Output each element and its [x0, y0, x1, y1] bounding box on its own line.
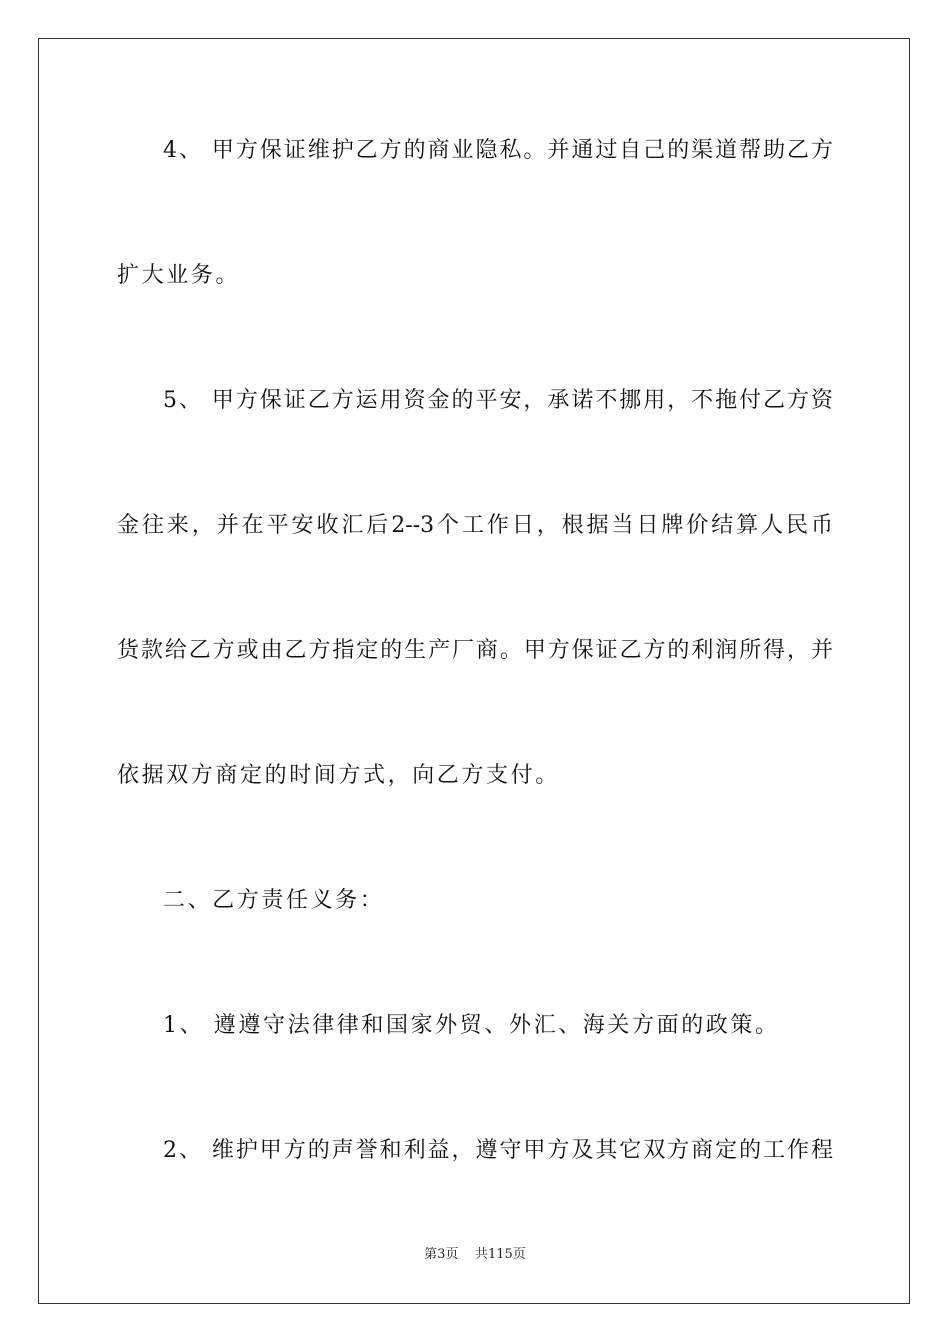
paragraph-line-6: 依据双方商定的时间方式，向乙方支付。 — [117, 763, 560, 788]
paragraph-line-1: 4、 甲方保证维护乙方的商业隐私。并通过自己的渠道帮助乙方 — [163, 138, 833, 163]
footer-total-pages: 115 — [488, 1247, 513, 1262]
footer-total-prefix: 共 — [474, 1247, 488, 1262]
paragraph-line-9: 2、 维护甲方的声誉和利益，遵守甲方及其它双方商定的工作程 — [163, 1138, 833, 1163]
section-heading: 二、乙方责任义务： — [163, 888, 385, 913]
paragraph-line-5: 货款给乙方或由乙方指定的生产厂商。甲方保证乙方的利润所得，并 — [117, 638, 833, 663]
footer-page-prefix: 第 — [424, 1247, 438, 1262]
paragraph-line-8: 1、 遵遵守法律律和国家外贸、外汇、海关方面的政策。 — [163, 1013, 780, 1038]
paragraph-line-4: 金往来，并在平安收汇后2--3个工作日，根据当日牌价结算人民币 — [117, 513, 833, 538]
footer-page-suffix: 页 — [445, 1247, 459, 1262]
paragraph-line-2: 扩大业务。 — [117, 263, 241, 288]
page-border — [38, 38, 910, 1304]
footer-total-suffix: 页 — [512, 1247, 526, 1262]
footer-page-number: 3 — [437, 1247, 446, 1262]
paragraph-line-3: 5、 甲方保证乙方运用资金的平安，承诺不挪用，不拖付乙方资 — [163, 388, 833, 413]
page-footer — [0, 1246, 950, 1264]
